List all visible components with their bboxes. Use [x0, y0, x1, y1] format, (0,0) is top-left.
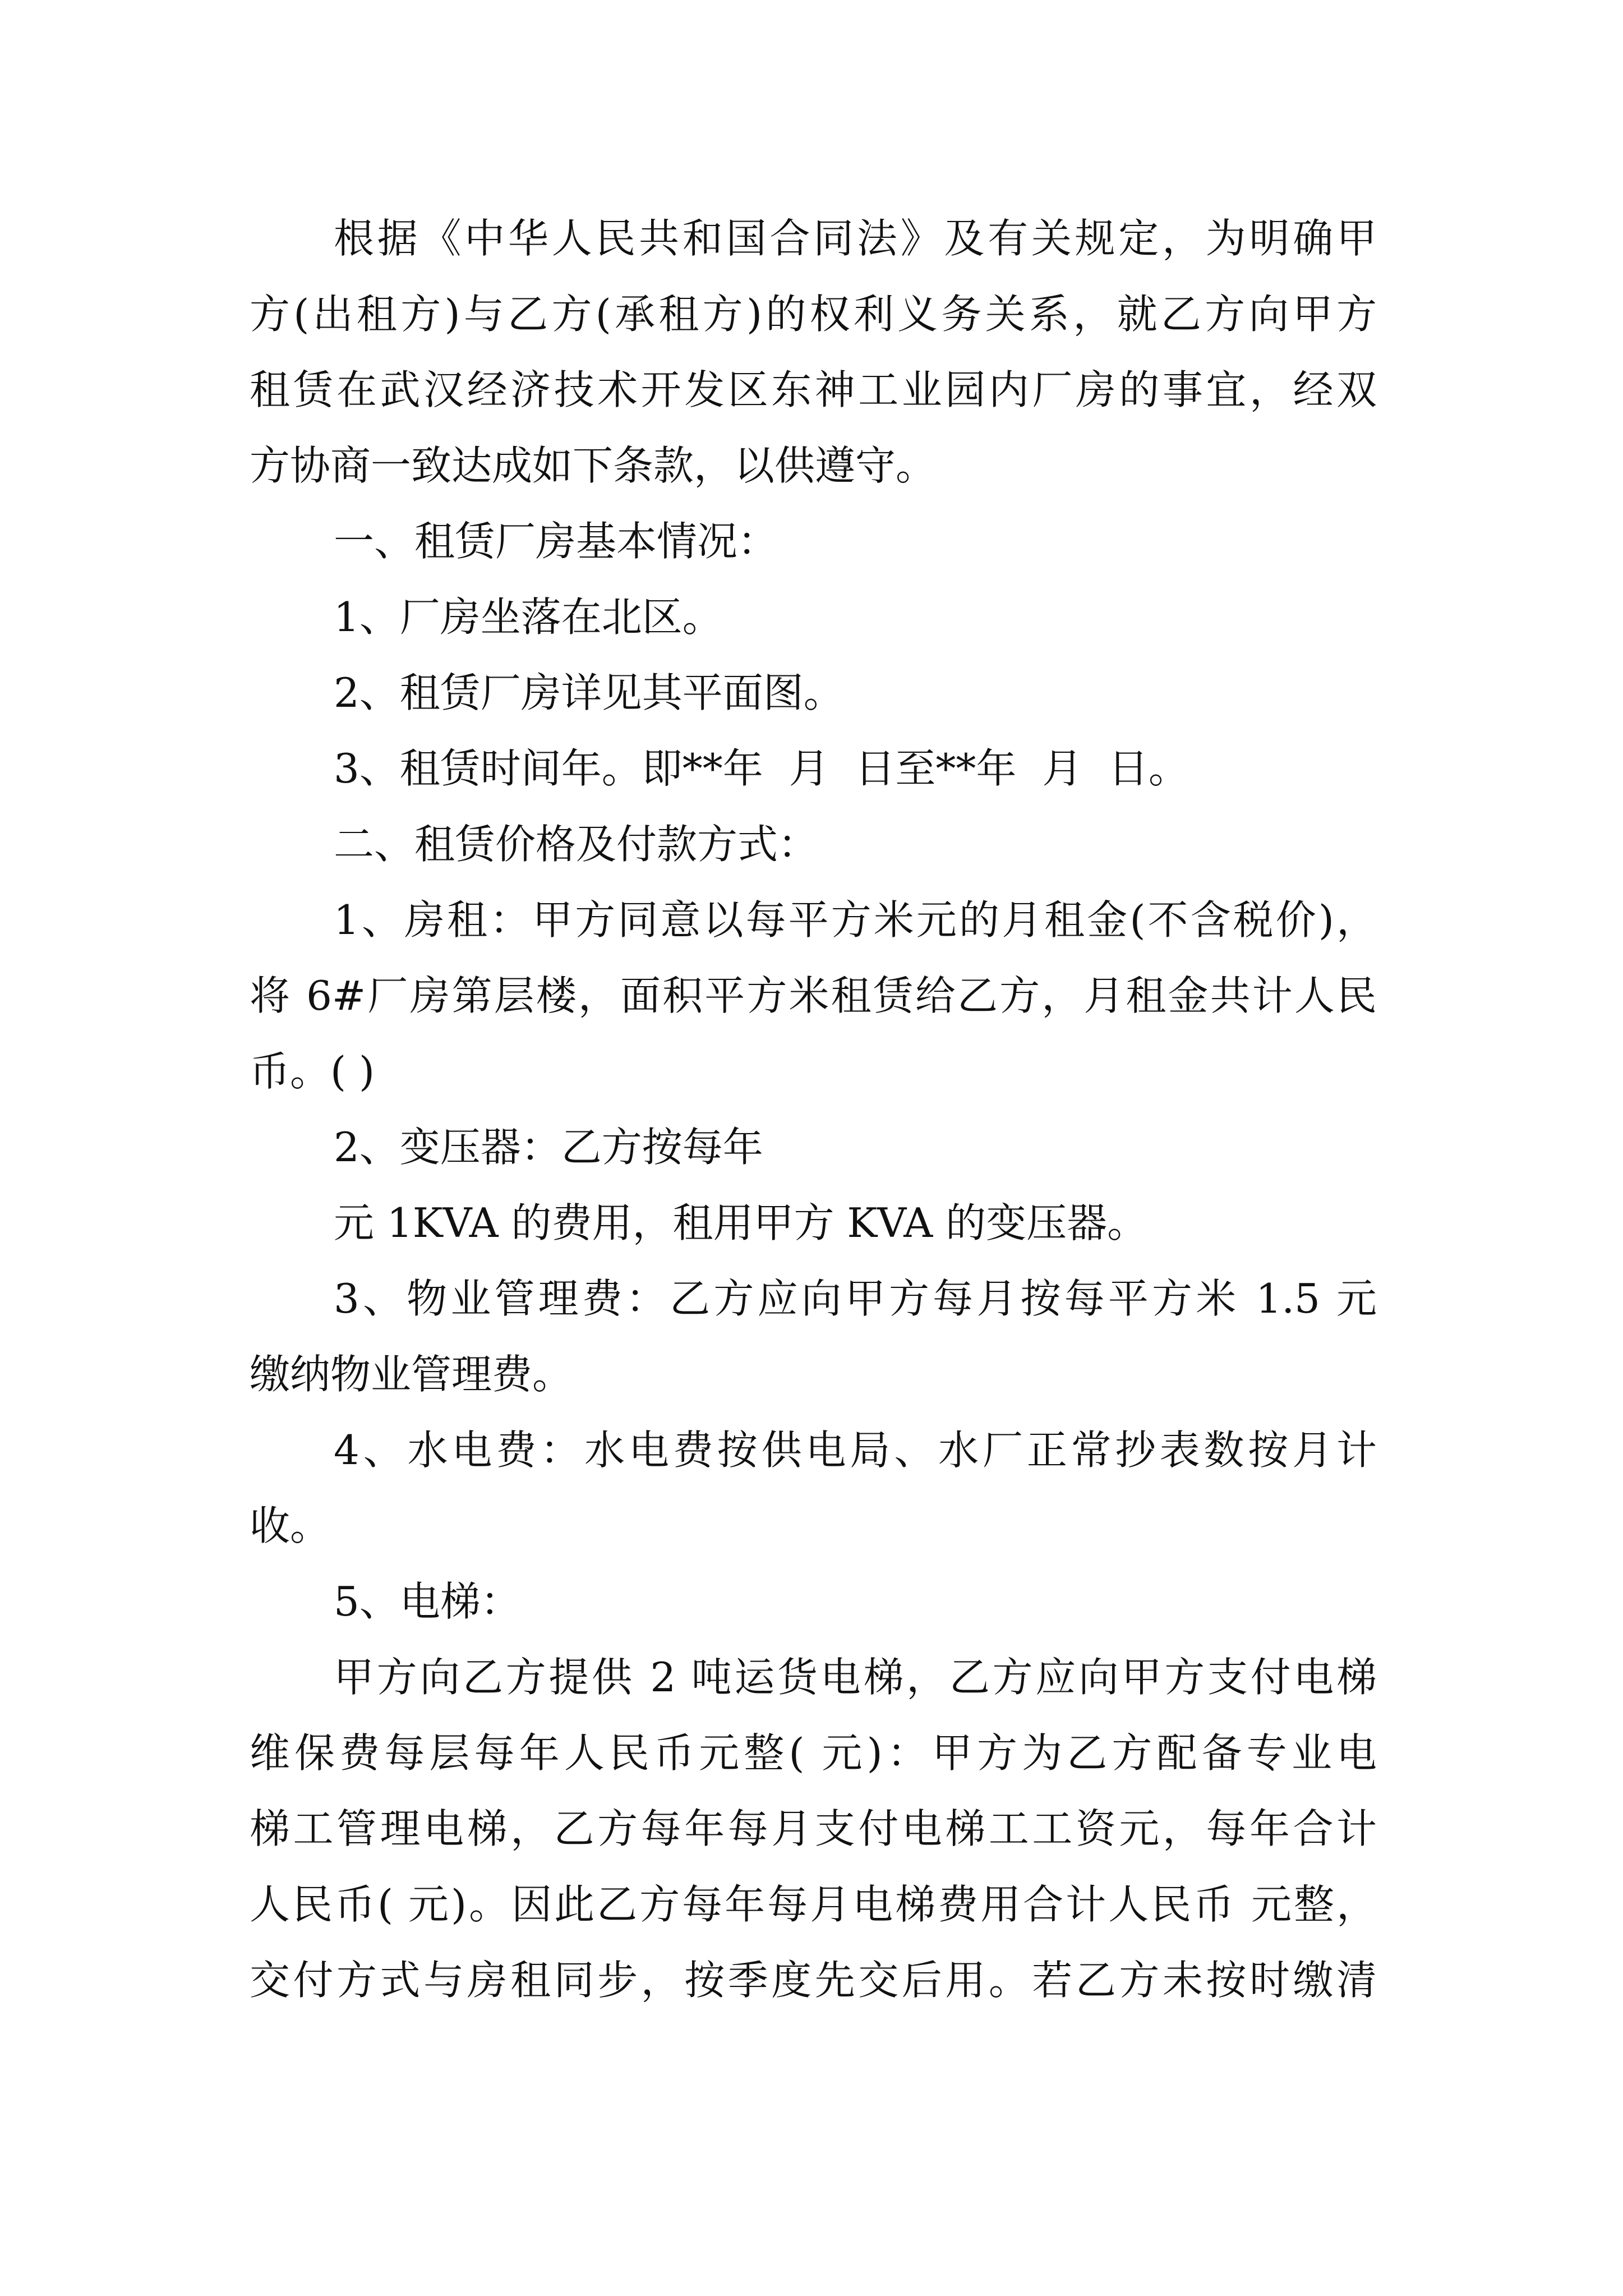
section-heading-1: 一、租赁厂房基本情况：	[334, 518, 778, 565]
clause-1-2: 2、租赁厂房详见其平面图。	[334, 669, 844, 716]
paragraph-line-1: 根据《中华人民共和国合同法》及有关规定，为明确甲	[334, 215, 1377, 262]
clause-2-4-line-1: 4、水电费：水电费按供电局、水厂正常抄表数按月计	[334, 1427, 1377, 1474]
clause-2-5-line-3: 梯工管理电梯，乙方每年每月支付电梯工工资元，每年合计	[250, 1805, 1377, 1852]
clause-2-5-heading: 5、电梯：	[334, 1578, 521, 1625]
clause-2-3-line-1: 3、物业管理费：乙方应向甲方每月按每平方米 1.5 元	[334, 1275, 1377, 1322]
clause-2-5-line-4: 人民币( 元)。因此乙方每年每月电梯费用合计人民币 元整，	[250, 1881, 1377, 1928]
clause-2-5-line-2: 维保费每层每年人民币元整( 元)：甲方为乙方配备专业电	[250, 1729, 1377, 1777]
clause-2-5-line-1: 甲方向乙方提供 2 吨运货电梯，乙方应向甲方支付电梯	[334, 1654, 1377, 1701]
clause-2-5-line-5: 交付方式与房租同步，按季度先交后用。若乙方未按时缴清	[250, 1957, 1377, 2004]
paragraph-line-3: 租赁在武汉经济技术开发区东神工业园内厂房的事宜，经双	[250, 366, 1377, 413]
clause-2-4-line-2: 收。	[250, 1502, 331, 1549]
paragraph-line-2: 方(出租方)与乙方(承租方)的权利义务关系，就乙方向甲方	[250, 291, 1377, 338]
clause-2-2-line-2: 元 1KVA 的费用，租用甲方 KVA 的变压器。	[334, 1199, 1148, 1246]
clause-1-3: 3、租赁时间年。即**年 月 日至**年 月 日。	[334, 745, 1189, 792]
paragraph-line-4: 方协商一致达成如下条款，以供遵守。	[250, 442, 937, 489]
section-heading-2: 二、租赁价格及付款方式：	[334, 821, 819, 868]
clause-2-1-line-1: 1、房租：甲方同意以每平方米元的月租金(不含税价)，	[334, 896, 1377, 944]
clause-2-1-line-2: 将 6#厂房第层楼，面积平方米租赁给乙方，月租金共计人民	[250, 972, 1377, 1019]
clause-1-1: 1、厂房坐落在北区。	[334, 593, 723, 641]
clause-2-2-line-1: 2、变压器：乙方按每年	[334, 1124, 763, 1171]
clause-2-3-line-2: 缴纳物业管理费。	[250, 1351, 573, 1398]
clause-2-1-line-3: 币。( )	[250, 1048, 375, 1095]
